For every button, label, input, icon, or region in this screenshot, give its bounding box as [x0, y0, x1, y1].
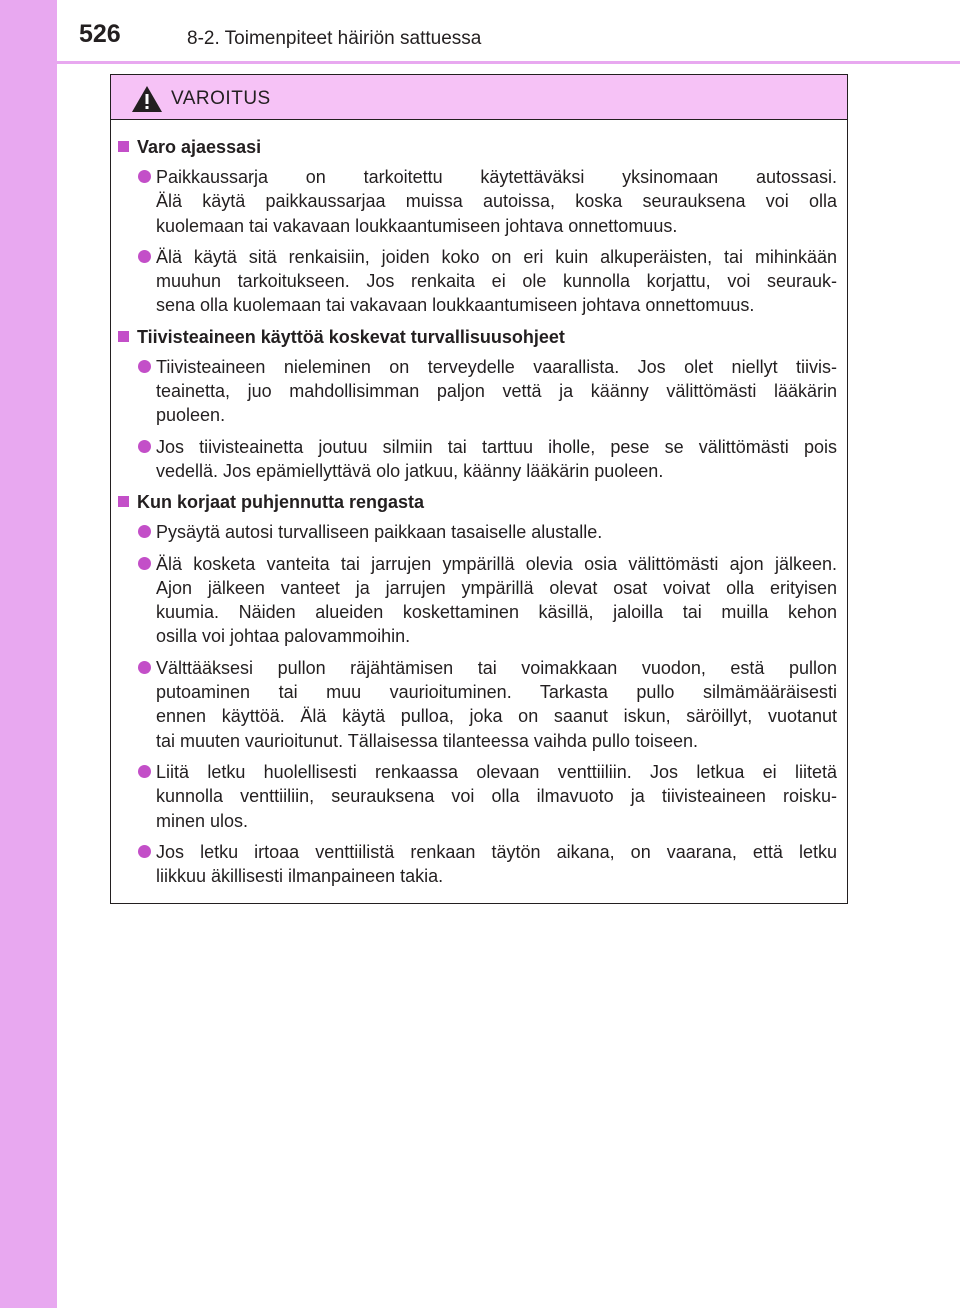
section-heading: [111, 490, 847, 514]
section-heading: [111, 325, 847, 349]
round-bullet-icon: [138, 360, 151, 373]
bullet-line: muuhun tarkoitukseen. Jos renkaita ei ole kunnolla korjattu, voi seurauk-: [156, 271, 837, 292]
bullet-line: Älä käytä paikkaussarjaa muissa autoissa, koska seurauksena voi olla: [156, 191, 837, 212]
sidebar-tab-strip: [0, 0, 57, 1308]
round-bullet-icon: [138, 440, 151, 453]
page-number: 526: [79, 20, 121, 48]
bullet-line: teainetta, juo mahdollisimman paljon vettä ja käänny välittömästi lääkärin: [156, 381, 837, 402]
square-bullet-icon: [118, 331, 129, 342]
round-bullet-icon: [138, 557, 151, 570]
bullet-item: [111, 355, 847, 428]
bullet-item: [111, 760, 847, 833]
bullet-line: vedellä. Jos epämiellyttävä olo jatkuu, käänny lääkärin puoleen.: [156, 460, 664, 481]
section-heading-text: Kun korjaat puhjennutta rengasta: [137, 492, 425, 513]
bullet-line: sena olla kuolemaan tai vakavaan loukkaantumiseen johtava onnettomuus.: [156, 295, 755, 316]
bullet-line: Liitä letku huolellisesti renkaassa olevaan venttiiliin. Jos letkua ei liitetä: [156, 761, 837, 782]
bullet-line: ennen käyttöä. Älä käytä pulloa, joka on saanut iskun, säröillyt, vuotanut: [156, 706, 837, 727]
bullet-item: [111, 552, 847, 649]
bullet-item: [111, 840, 847, 889]
bullet-item: [111, 435, 847, 484]
bullet-line: kuolemaan tai vakavaan loukkaantumiseen johtava onnettomuus.: [156, 215, 678, 236]
bullet-item: [111, 520, 847, 544]
bullet-line: minen ulos.: [156, 810, 249, 831]
page-header: [57, 0, 960, 60]
warning-triangle-icon: [131, 85, 163, 113]
section-heading-text: Varo ajaessasi: [137, 137, 262, 157]
bullet-line: Jos letku irtoaa venttiilistä renkaan täytön aikana, on vaarana, että letku: [156, 841, 837, 862]
bullet-line: Jos tiivisteainetta joutuu silmiin tai tarttuu iholle, pese se välittömästi pois: [156, 436, 837, 457]
bullet-line: Tiivisteaineen nieleminen on terveydelle vaarallista. Jos olet niellyt tiivis-: [156, 356, 837, 377]
bullet-line: osilla voi johtaa palovammoihin.: [156, 626, 411, 647]
bullet-line: kunnolla venttiiliin, seurauksena voi olla ilmavuoto ja tiivisteaineen roisku-: [156, 786, 837, 807]
bullet-line: Ajon jälkeen vanteet ja jarrujen ympärillä olevat osat voivat olla erityisen: [156, 577, 837, 598]
round-bullet-icon: [138, 845, 151, 858]
section-heading: [111, 135, 847, 159]
header-rule: [57, 61, 960, 64]
bullet-line: putoaminen tai muu vaurioituminen. Tarkasta pullo silmämääräisesti: [156, 682, 837, 703]
round-bullet-icon: [138, 525, 151, 538]
bullet-line: tai muuten vaurioitunut. Tällaisessa tilanteessa vaihda pullo toiseen.: [156, 730, 698, 751]
bullet-item: [111, 656, 847, 753]
round-bullet-icon: [138, 170, 151, 183]
bullet-line: kuumia. Näiden alueiden koskettaminen käsillä, jaloilla tai muilla kehon: [156, 602, 837, 623]
warning-header: [111, 75, 847, 120]
warning-box: [110, 74, 848, 904]
bullet-line: Pysäytä autosi turvalliseen paikkaan tasaiselle alustalle.: [156, 522, 603, 543]
section-title: 8-2. Toimenpiteet häiriön sattuessa: [187, 28, 482, 49]
square-bullet-icon: [118, 141, 129, 152]
warning-title: VAROITUS: [171, 88, 271, 109]
section-heading-text: Tiivisteaineen käyttöä koskevat turvallisuusohjeet: [137, 326, 565, 347]
bullet-item: [111, 245, 847, 318]
bullet-line: liikkuu äkillisesti ilmanpaineen takia.: [156, 866, 444, 887]
bullet-line: Älä käytä sitä renkaisiin, joiden koko on eri kuin alkuperäisten, tai mihinkään: [156, 246, 837, 267]
square-bullet-icon: [118, 496, 129, 507]
bullet-line: Välttääksesi pullon räjähtämisen tai voimakkaan vuodon, estä pullon: [156, 657, 837, 678]
bullet-line: puoleen.: [156, 405, 226, 426]
round-bullet-icon: [138, 250, 151, 263]
bullet-item: [111, 165, 847, 238]
round-bullet-icon: [138, 661, 151, 674]
bullet-line: Älä kosketa vanteita tai jarrujen ympärillä olevia osia välittömästi ajon jälkeen.: [156, 553, 837, 574]
warning-content: [111, 135, 847, 895]
round-bullet-icon: [138, 765, 151, 778]
bullet-line: Paikkaussarja on tarkoitettu käytettäväksi yksinomaan autossasi.: [156, 167, 837, 187]
